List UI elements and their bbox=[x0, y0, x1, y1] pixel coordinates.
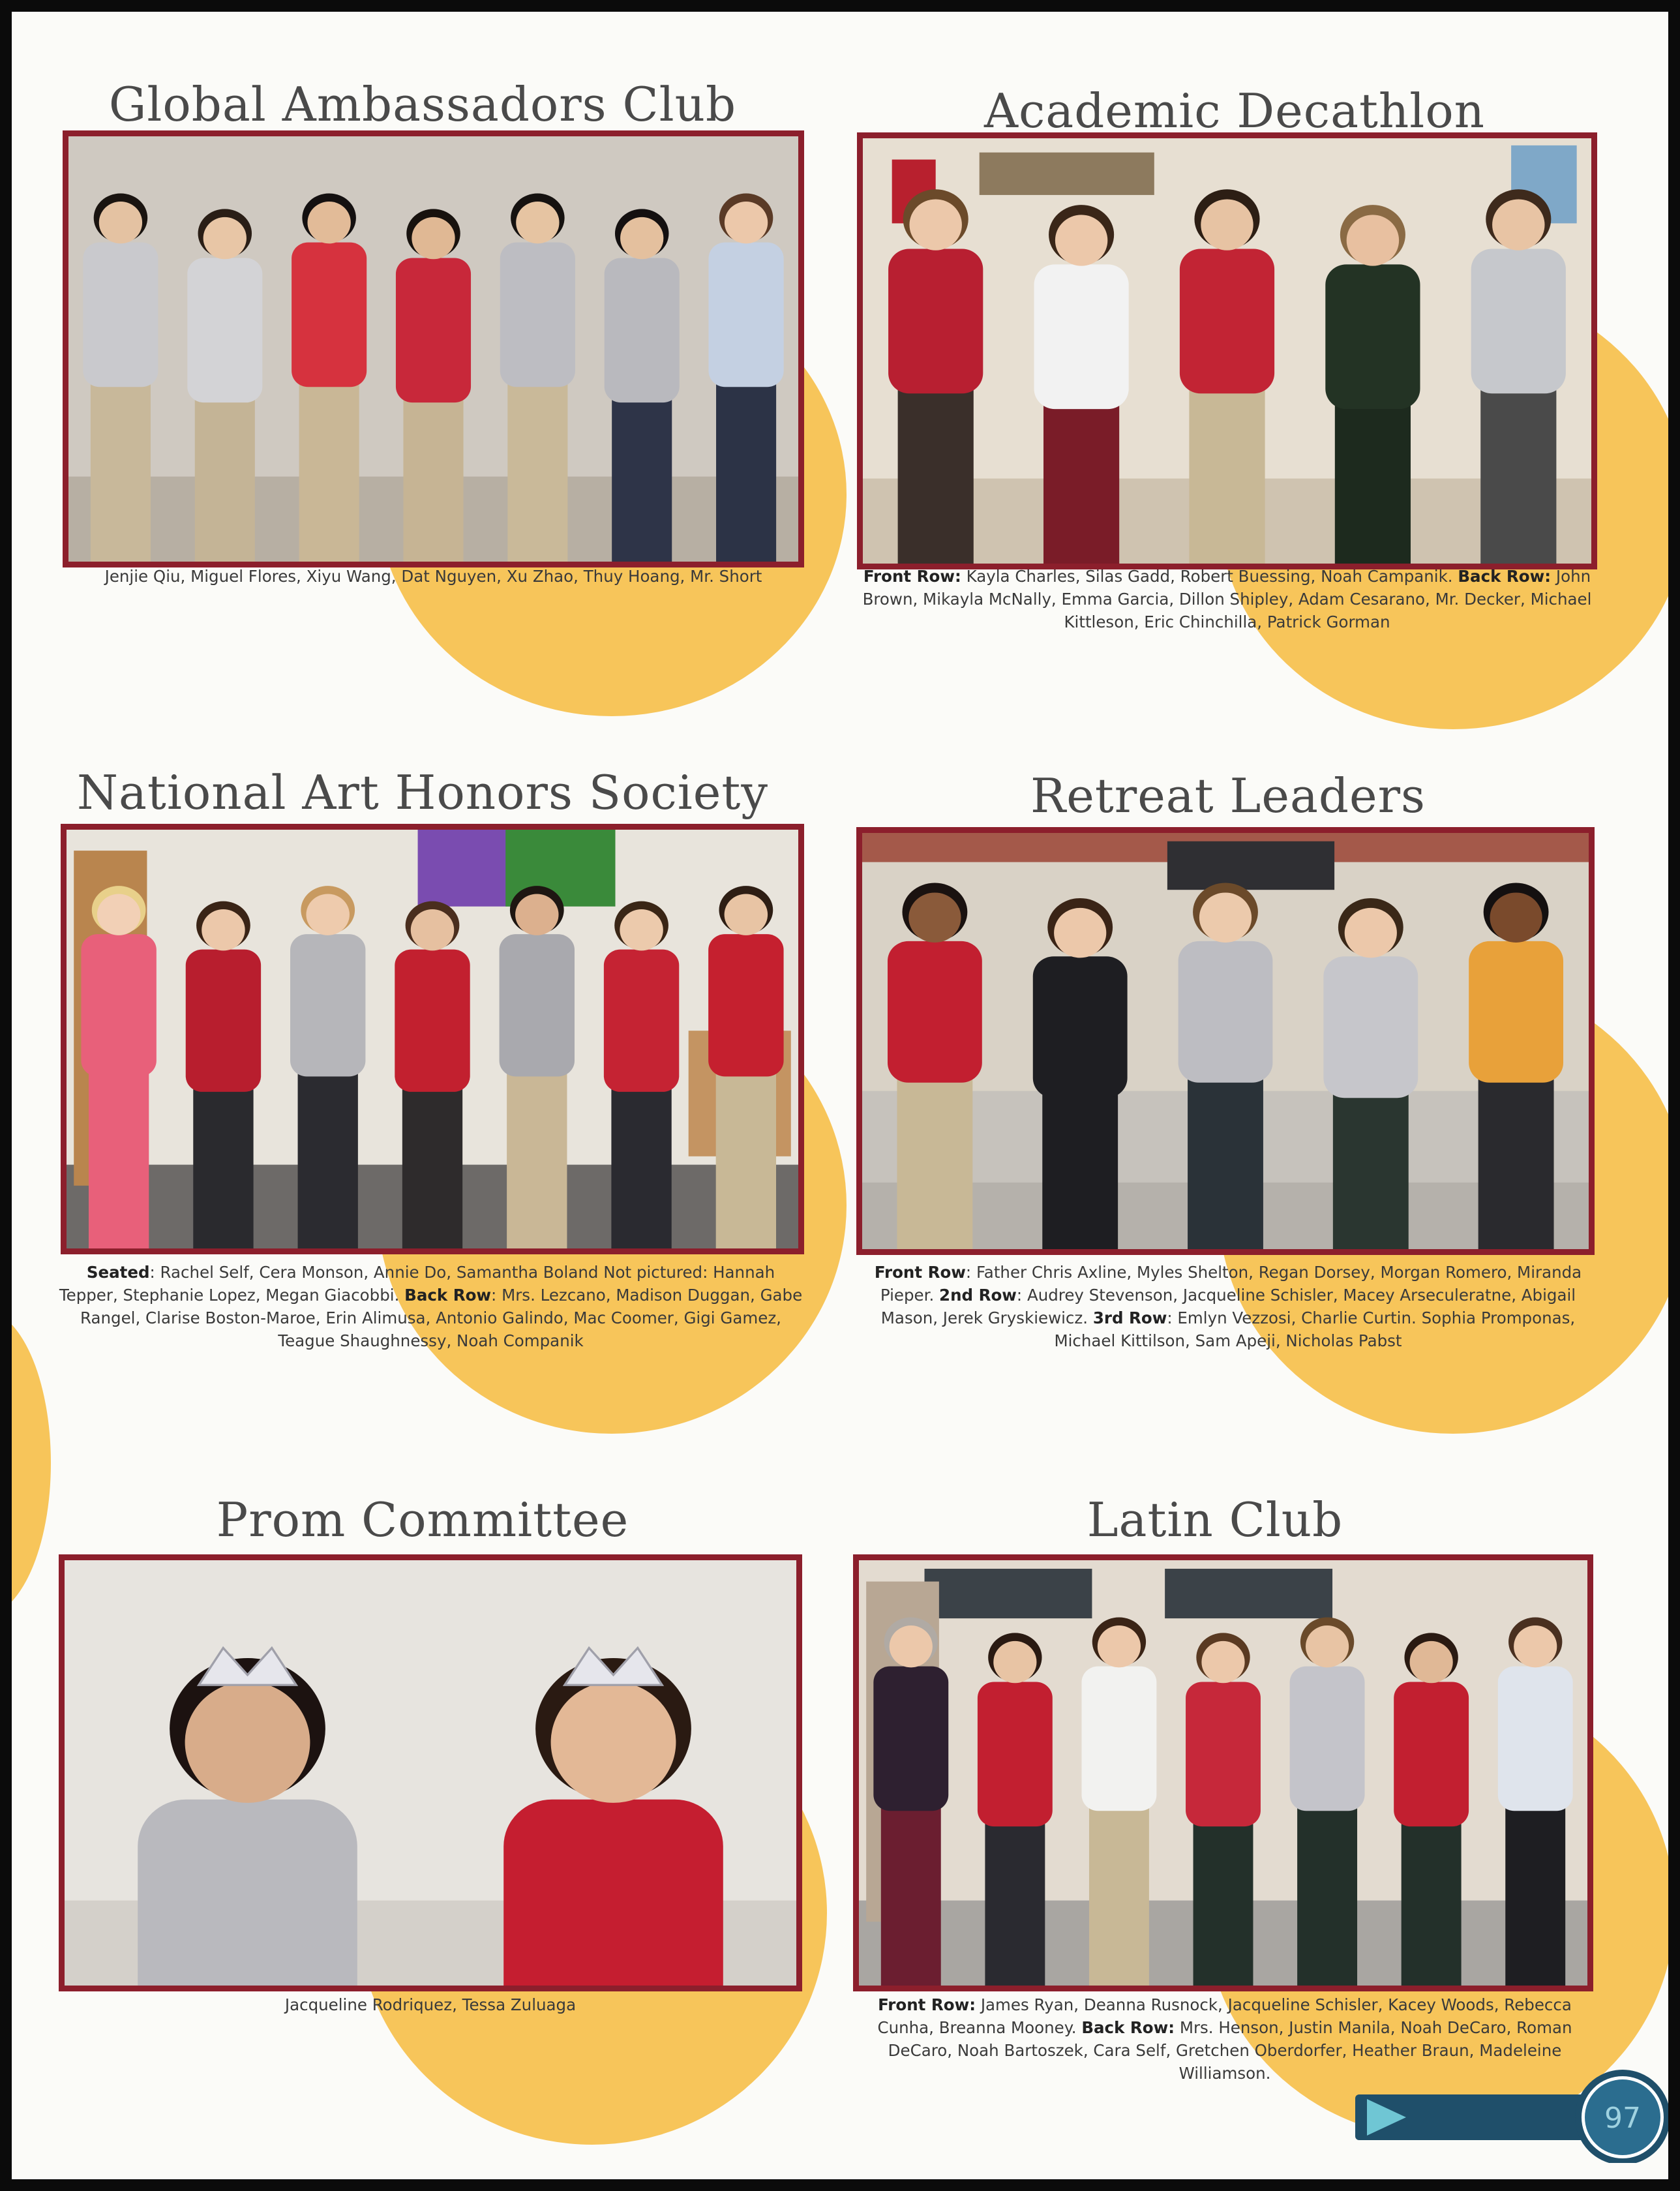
pants bbox=[897, 1069, 972, 1249]
pants bbox=[1480, 379, 1556, 564]
person-figure bbox=[978, 1633, 1053, 1986]
caption-names: Jacqueline Rodriquez, Tessa Zuluaga bbox=[284, 1995, 577, 2014]
row-label: Front Row bbox=[874, 1263, 966, 1282]
shirt bbox=[1469, 941, 1563, 1083]
pants bbox=[195, 388, 255, 562]
shirt bbox=[604, 950, 679, 1092]
shirt bbox=[81, 934, 156, 1076]
caption-names: : Mrs. Lezcano, Madison Duggan, Gabe Rangel, Clarise Boston-Maroe, Erin Alimusa, Antonio Galindo, Mac Coomer, Gigi Gamez, Teague Shaughnessy, Noah Companik bbox=[80, 1286, 803, 1350]
pants bbox=[612, 388, 672, 562]
row-label: Back Row: bbox=[1081, 2018, 1175, 2037]
shirt bbox=[605, 258, 680, 402]
pants bbox=[898, 379, 974, 564]
pants bbox=[402, 1078, 462, 1248]
person-figure bbox=[396, 209, 471, 562]
face bbox=[1098, 1625, 1141, 1667]
face bbox=[412, 217, 455, 259]
photo-illustration bbox=[65, 1560, 796, 1986]
section-title: Global Ambassadors Club bbox=[108, 77, 737, 132]
face bbox=[306, 894, 349, 935]
shirt bbox=[709, 243, 784, 387]
face bbox=[1490, 892, 1542, 943]
shirt bbox=[1081, 1667, 1156, 1811]
caption-names: : Father Chris Axline, Myles Shelton, Regan Dorsey, Morgan Romero, Miranda Pieper. bbox=[880, 1263, 1582, 1305]
person-figure bbox=[1498, 1617, 1573, 1986]
face bbox=[515, 894, 558, 935]
pants bbox=[985, 1812, 1045, 1986]
scenery-window bbox=[1167, 841, 1334, 890]
section-title: Academic Decathlon bbox=[983, 83, 1486, 138]
face bbox=[203, 217, 247, 259]
face bbox=[890, 1625, 933, 1667]
photo-caption bbox=[857, 565, 1597, 633]
pants bbox=[298, 1062, 358, 1248]
shirt bbox=[500, 243, 575, 387]
shirt bbox=[1186, 1682, 1261, 1826]
shirt bbox=[708, 934, 783, 1076]
shirt bbox=[1471, 249, 1566, 394]
photo-caption bbox=[63, 565, 804, 588]
person-figure bbox=[292, 193, 367, 562]
page-number-tab bbox=[1355, 2065, 1668, 2163]
group-photo bbox=[853, 1554, 1593, 1991]
row-label: 3rd Row bbox=[1092, 1308, 1167, 1327]
shirt bbox=[396, 258, 471, 402]
row-label: 2nd Row bbox=[939, 1286, 1017, 1305]
section-title: Retreat Leaders bbox=[1030, 768, 1426, 823]
face bbox=[993, 1641, 1036, 1683]
shirt bbox=[500, 934, 575, 1076]
person-figure bbox=[83, 193, 158, 562]
group-photo bbox=[61, 824, 804, 1254]
shirt bbox=[1178, 941, 1273, 1083]
row-label: Front Row: bbox=[863, 567, 961, 586]
shirt bbox=[138, 1800, 357, 1986]
pants bbox=[1505, 1796, 1565, 1986]
photo-illustration bbox=[862, 833, 1589, 1249]
photo-illustration bbox=[863, 138, 1591, 564]
caption-names: Jenjie Qiu, Miguel Flores, Xiyu Wang, Dat Nguyen, Xu Zhao, Thuy Hoang, Mr. Short bbox=[104, 567, 762, 586]
person-figure bbox=[1186, 1633, 1261, 1986]
pants bbox=[881, 1796, 941, 1986]
shirt bbox=[888, 941, 982, 1083]
face bbox=[97, 894, 140, 935]
page-tab-graphic bbox=[1355, 2065, 1668, 2163]
person-figure bbox=[604, 901, 679, 1248]
row-label: Front Row: bbox=[878, 1995, 976, 2014]
person-figure bbox=[1394, 1633, 1469, 1986]
pants bbox=[1043, 395, 1119, 564]
section-title: Latin Club bbox=[1087, 1492, 1343, 1547]
pants bbox=[193, 1078, 253, 1248]
face bbox=[1492, 199, 1544, 250]
pants bbox=[611, 1078, 671, 1248]
face bbox=[620, 909, 663, 950]
caption-names: : Audrey Stevenson, Jacqueline Schisler, Macey Arseculeratne, Abigail Mason, Jerek Gryskiewicz. bbox=[880, 1286, 1576, 1327]
row-label: Seated bbox=[86, 1263, 150, 1282]
pants bbox=[1335, 395, 1411, 564]
person-figure bbox=[1290, 1617, 1365, 1986]
shirt bbox=[1290, 1667, 1365, 1811]
caption-names: : Emlyn Vezzosi, Charlie Curtin. Sophia Promponas, Michael Kittilson, Sam Apeji, Nicholas Pabst bbox=[1054, 1308, 1576, 1350]
scenery-shelf bbox=[980, 153, 1154, 195]
person-figure bbox=[709, 193, 784, 562]
shirt bbox=[1323, 956, 1418, 1098]
pants bbox=[1089, 1796, 1149, 1986]
person-figure bbox=[187, 209, 262, 562]
pants bbox=[89, 1062, 149, 1248]
photo-illustration bbox=[68, 136, 798, 562]
photo-illustration bbox=[859, 1560, 1587, 1986]
pants bbox=[1333, 1084, 1409, 1249]
person-figure bbox=[708, 886, 783, 1248]
shirt bbox=[292, 243, 367, 387]
face bbox=[1514, 1625, 1557, 1667]
face bbox=[202, 909, 245, 950]
person-figure bbox=[605, 209, 680, 562]
shirt bbox=[1180, 249, 1274, 394]
shirt bbox=[503, 1800, 723, 1986]
photo-caption bbox=[59, 1993, 802, 2016]
caption-names: John Brown, Mikayla McNally, Emma Garcia, Dillon Shipley, Adam Cesarano, Mr. Decker, Michael Kittleson, Eric Chinchilla, Patrick Gorman bbox=[862, 567, 1592, 631]
pants bbox=[299, 372, 359, 562]
shirt bbox=[1325, 264, 1420, 409]
photo-caption bbox=[57, 1261, 804, 1352]
pants bbox=[1402, 1812, 1462, 1986]
face bbox=[1347, 215, 1399, 265]
page-number: 97 bbox=[1604, 2102, 1641, 2135]
shirt bbox=[187, 258, 262, 402]
face bbox=[1201, 1641, 1244, 1683]
face bbox=[1054, 908, 1106, 958]
face bbox=[307, 202, 350, 243]
face bbox=[1410, 1641, 1453, 1683]
person-figure bbox=[290, 886, 365, 1248]
caption-names: Kayla Charles, Silas Gadd, Robert Buessing, Noah Campanik. bbox=[961, 567, 1458, 586]
person-figure bbox=[81, 886, 156, 1248]
person-figure bbox=[500, 886, 575, 1248]
person-figure bbox=[1081, 1617, 1156, 1986]
face bbox=[908, 892, 961, 943]
face bbox=[1306, 1625, 1349, 1667]
photo-illustration bbox=[67, 830, 798, 1248]
caption-names: James Ryan, Deanna Rusnock, Jacqueline Schisler, Kacey Woods, Rebecca Cunha, Breanna Mooney. bbox=[877, 1995, 1572, 2037]
shirt bbox=[290, 934, 365, 1076]
shirt bbox=[1033, 956, 1128, 1098]
person-figure bbox=[186, 901, 261, 1248]
section-title: National Art Honors Society bbox=[76, 765, 769, 820]
accent-circle bbox=[12, 1310, 51, 1616]
shirt bbox=[186, 950, 261, 1092]
face bbox=[185, 1682, 310, 1803]
group-photo bbox=[857, 132, 1597, 569]
shirt bbox=[1498, 1667, 1573, 1811]
face bbox=[1345, 908, 1397, 958]
face bbox=[516, 202, 559, 243]
face bbox=[1055, 215, 1107, 265]
shirt bbox=[888, 249, 983, 394]
shirt bbox=[395, 950, 470, 1092]
pants bbox=[1188, 1069, 1263, 1249]
pants bbox=[403, 388, 463, 562]
shirt bbox=[1034, 264, 1128, 409]
pants bbox=[1189, 379, 1265, 564]
shirt bbox=[1394, 1682, 1469, 1826]
group-photo bbox=[856, 827, 1595, 1255]
section-title: Prom Committee bbox=[216, 1492, 629, 1547]
shirt bbox=[873, 1667, 948, 1811]
pants bbox=[507, 1062, 567, 1248]
pants bbox=[91, 372, 151, 562]
shirt bbox=[83, 243, 158, 387]
face bbox=[725, 202, 768, 243]
caption-names: : Rachel Self, Cera Monson, Annie Do, Samantha Boland Not pictured: Hannah Tepper, Stephanie Lopez, Megan Giacobbi. bbox=[59, 1263, 775, 1305]
face bbox=[99, 202, 142, 243]
row-label: Back Row bbox=[404, 1286, 492, 1305]
person-figure bbox=[873, 1617, 948, 1986]
pants bbox=[1297, 1796, 1357, 1986]
row-label: Back Row: bbox=[1458, 567, 1552, 586]
scenery-window bbox=[925, 1569, 1092, 1618]
person-figure bbox=[500, 193, 575, 562]
scenery-window bbox=[1165, 1569, 1332, 1618]
face bbox=[909, 199, 961, 250]
pants bbox=[1193, 1812, 1253, 1986]
pants bbox=[716, 372, 776, 562]
caption-names: Mrs. Henson, Justin Manila, Noah DeCaro, Roman DeCaro, Noah Bartoszek, Cara Self, Gretchen Oberdorfer, Heather Braun, Madeleine Williamson. bbox=[888, 2018, 1572, 2083]
face bbox=[725, 894, 768, 935]
group-photo bbox=[63, 130, 804, 567]
group-photo bbox=[59, 1554, 802, 1991]
face bbox=[1199, 892, 1252, 943]
yearbook-page bbox=[12, 12, 1668, 2179]
face bbox=[620, 217, 663, 259]
face bbox=[1201, 199, 1253, 250]
pants bbox=[1478, 1069, 1554, 1249]
photo-caption bbox=[860, 1261, 1597, 1352]
pants bbox=[716, 1062, 776, 1248]
shirt bbox=[978, 1682, 1053, 1826]
pants bbox=[1042, 1084, 1118, 1249]
face bbox=[551, 1682, 676, 1803]
person-figure bbox=[395, 901, 470, 1248]
pants bbox=[507, 372, 567, 562]
face bbox=[411, 909, 454, 950]
